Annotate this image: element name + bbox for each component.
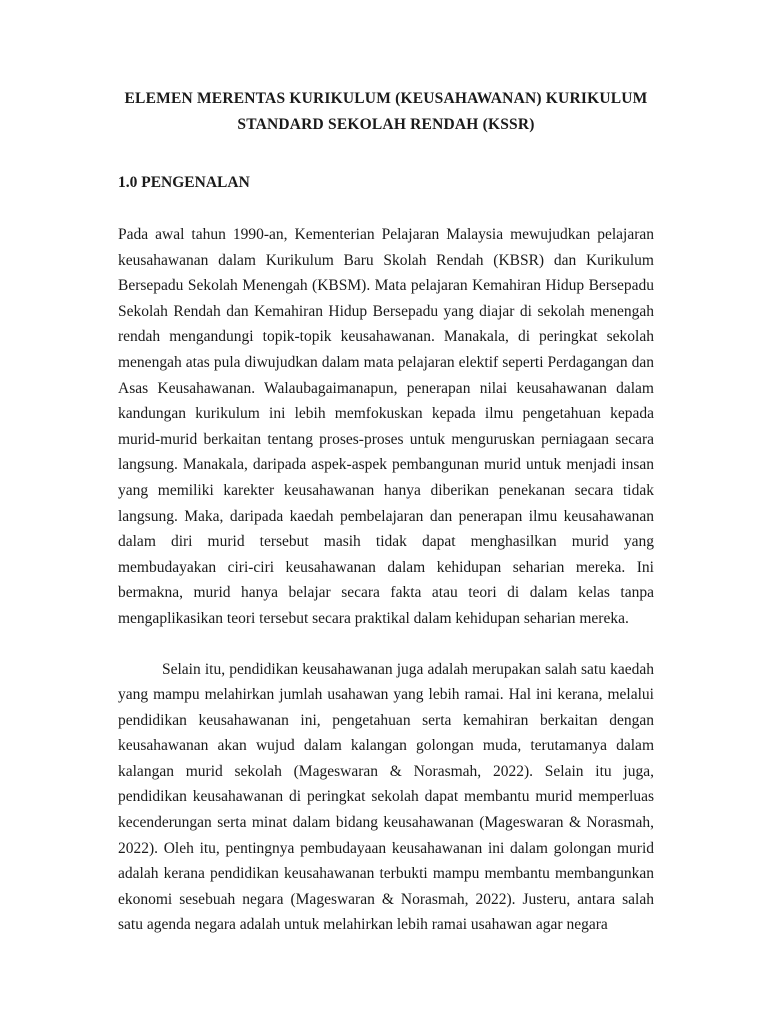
document-title-line-2: STANDARD SEKOLAH RENDAH (KSSR)	[237, 116, 535, 133]
paragraph-2: Selain itu, pendidikan keusahawanan juga adalah merupakan salah satu kaedah yang mampu melahirkan jumlah usahawan yang lebih ramai. Hal ini kerana, melalui pendidikan keusahawanan ini, pengetahuan serta kemahiran berkaitan dengan keusahawanan akan wujud dalam kalangan golongan muda, terutamanya dalam kalangan murid sekolah (Mageswaran & Norasmah, 2022). Selain itu juga, pendidikan keusahawanan di peringkat sekolah dapat membantu murid memperluas kecenderungan serta minat dalam bidang keusahawanan (Mageswaran & Norasmah, 2022). Oleh itu, pentingnya pembudayaan keusahawanan ini dalam golongan murid adalah kerana pendidikan keusahawanan terbukti mampu membantu membangunkan ekonomi sesebuah negara (Mageswaran & Norasmah, 2022). Justeru, antara salah satu agenda negara adalah untuk melahirkan lebih ramai usahawan agar negara	[118, 660, 654, 934]
document-title-line-1: ELEMEN MERENTAS KURIKULUM (KEUSAHAWANAN) KURIKULUM	[124, 90, 648, 107]
document-title	[118, 86, 654, 138]
document-page	[118, 86, 654, 938]
paragraph-1: Pada awal tahun 1990-an, Kementerian Pelajaran Malaysia mewujudkan pelajaran keusahawanan dalam Kurikulum Baru Skolah Rendah (KBSR) dan Kurikulum Bersepadu Sekolah Menengah (KBSM). Mata pelajaran Kemahiran Hidup Bersepadu Sekolah Rendah dan Kemahiran Hidup Bersepadu yang diajar di sekolah menengah rendah mengandungi topik-topik keusahawanan. Manakala, di peringkat sekolah menengah atas pula diwujudkan dalam mata pelajaran elektif seperti Perdagangan dan Asas Keusahawanan. Walaubagaimanapun, penerapan nilai keusahawanan dalam kandungan kurikulum ini lebih memfokuskan kepada ilmu pengetahuan kepada murid-murid berkaitan tentang proses-proses untuk menguruskan perniagaan secara langsung. Manakala, daripada aspek-aspek pembangunan murid untuk menjadi insan yang memiliki karekter keusahawanan hanya diberikan penekanan secara tidak langsung. Maka, daripada kaedah pembelajaran dan penerapan ilmu keusahawanan dalam diri murid tersebut masih tidak dapat menghasilkan murid yang membudayakan ciri-ciri keusahawanan dalam kehidupan seharian mereka. Ini bermakna, murid hanya belajar secara fakta atau teori di dalam kelas tanpa mengaplikasikan teori tersebut secara praktikal dalam kehidupan seharian mereka.	[118, 226, 654, 627]
section-heading: 1.0 PENGENALAN	[118, 174, 250, 191]
